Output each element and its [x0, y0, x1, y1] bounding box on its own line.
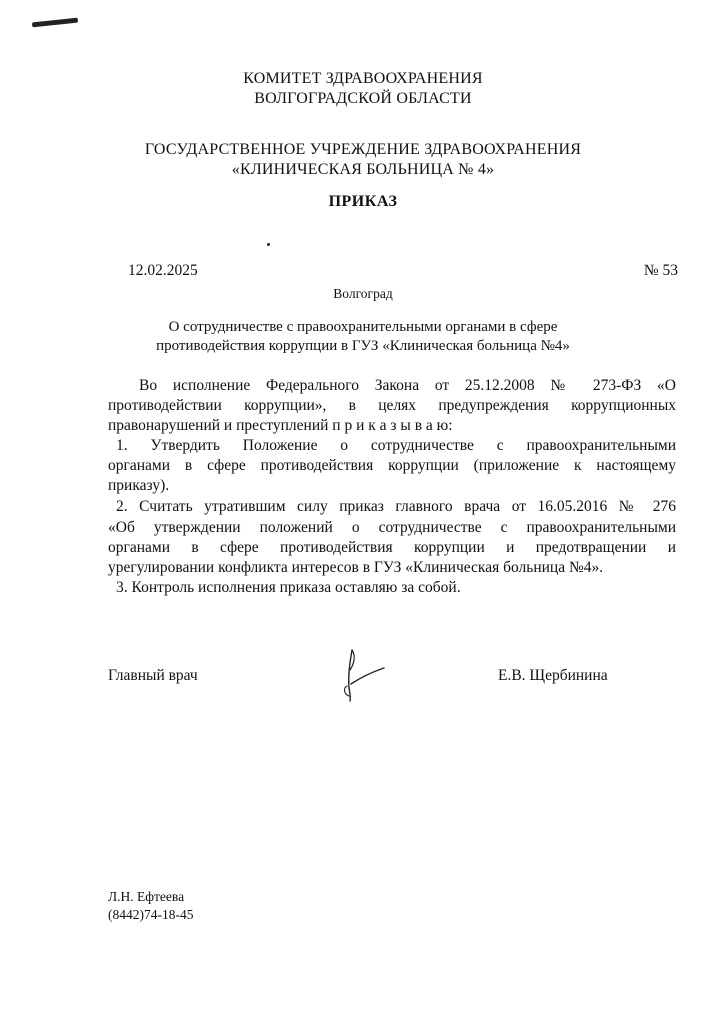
order-date: 12.02.2025: [128, 262, 198, 279]
body-line: приказу).: [108, 477, 170, 494]
institution-line-1: ГОСУДАРСТВЕННОЕ УЧРЕЖДЕНИЕ ЗДРАВООХРАНЕНИЯ: [144, 141, 582, 158]
order-number: № 53: [643, 262, 678, 279]
body-line: правонарушений и преступлений п р и к а з ы в а ю:: [108, 417, 453, 434]
signer-position: Главный врач: [108, 667, 198, 684]
document-title: ПРИКАЗ: [328, 193, 398, 210]
committee-line-2: ВОЛГОГРАДСКОЙ ОБЛАСТИ: [254, 90, 472, 107]
body-line: Во исполнение Федерального Закона от 25.12.2008 № 273-ФЗ «О: [139, 377, 676, 394]
body-line: 3. Контроль исполнения приказа оставляю за собой.: [116, 579, 461, 596]
body-line: 2. Считать утратившим силу приказ главного врача от 16.05.2016 № 276: [116, 498, 676, 515]
body-line: органами в сфере противодействия коррупции и предотвращении и: [108, 539, 676, 556]
institution-line-2: «КЛИНИЧЕСКАЯ БОЛЬНИЦА № 4»: [231, 161, 495, 178]
handwritten-signature: [330, 644, 390, 704]
body-line: противодействии коррупции», в целях предупреждения коррупционных: [108, 397, 676, 414]
executor-phone: (8442)74-18-45: [108, 907, 194, 922]
subject-line-1: О сотрудничестве с правоохранительными органами в сфере: [168, 319, 558, 335]
body-line: урегулировании конфликта интересов в ГУЗ «Клиническая больница №4».: [108, 559, 604, 576]
body-line: 1. Утвердить Положение о сотрудничестве с правоохранительными: [116, 437, 676, 454]
signer-name: Е.В. Щербинина: [498, 667, 608, 684]
body-line: органами в сфере противодействия коррупции (приложение к настоящему: [108, 457, 676, 474]
subject-line-2: противодействия коррупции в ГУЗ «Клиническая больница №4»: [156, 338, 570, 354]
order-city: Волгоград: [333, 286, 393, 301]
committee-line-1: КОМИТЕТ ЗДРАВООХРАНЕНИЯ: [243, 70, 483, 87]
scan-dot: [267, 243, 270, 246]
executor-name: Л.Н. Ефтеева: [108, 889, 185, 904]
scan-mark: [32, 18, 78, 28]
body-line: «Об утверждении положений о сотрудничестве с правоохранительными: [108, 519, 676, 536]
